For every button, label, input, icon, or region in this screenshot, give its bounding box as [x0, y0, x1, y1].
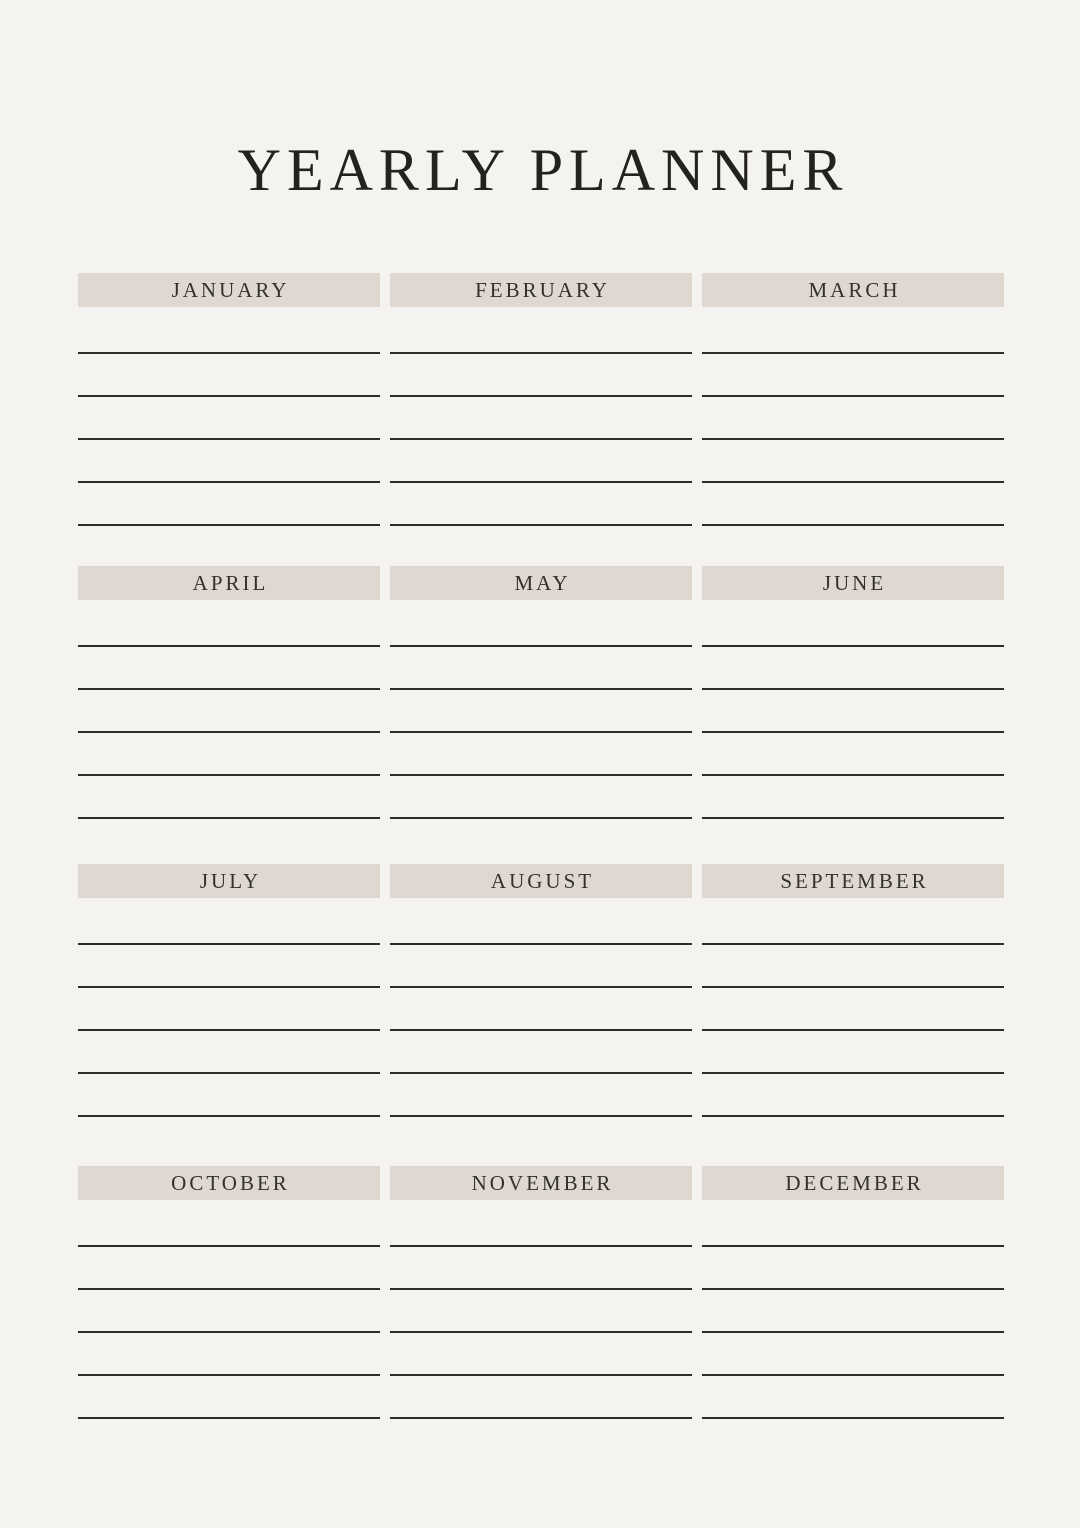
month-lines [78, 645, 380, 819]
month-label: JUNE [822, 570, 887, 595]
writing-line [78, 524, 380, 526]
month-lines [78, 1245, 380, 1419]
month-header-bar [78, 273, 380, 307]
writing-line [702, 986, 1004, 988]
month-label: MAY [514, 570, 571, 595]
writing-line [78, 774, 380, 776]
writing-line [702, 688, 1004, 690]
writing-line [78, 352, 380, 354]
month-april [78, 566, 380, 819]
month-lines [78, 943, 380, 1117]
month-september [702, 864, 1004, 1117]
month-lines [390, 352, 692, 526]
writing-line [390, 1072, 692, 1074]
writing-line [390, 774, 692, 776]
month-lines [390, 645, 692, 819]
month-label: JANUARY [171, 277, 290, 302]
month-label: NOVEMBER [471, 1170, 614, 1195]
month-november [390, 1166, 692, 1419]
page-title: YEARLY PLANNER [237, 137, 849, 203]
writing-line [78, 1374, 380, 1376]
month-row-1 [78, 273, 1004, 526]
month-june [702, 566, 1004, 819]
writing-line [702, 395, 1004, 397]
month-january [78, 273, 380, 526]
month-lines [390, 943, 692, 1117]
month-label: AUGUST [490, 868, 595, 893]
writing-line [78, 1072, 380, 1074]
writing-line [702, 731, 1004, 733]
month-lines [702, 352, 1004, 526]
writing-line [390, 1245, 692, 1247]
month-header-bar [390, 864, 692, 898]
writing-line [390, 1029, 692, 1031]
month-lines [702, 645, 1004, 819]
month-label: OCTOBER [171, 1170, 290, 1195]
writing-line [78, 1417, 380, 1419]
writing-line [78, 1029, 380, 1031]
month-lines [702, 943, 1004, 1117]
month-lines [702, 1245, 1004, 1419]
writing-line [390, 943, 692, 945]
writing-line [390, 1417, 692, 1419]
writing-line [390, 1115, 692, 1117]
writing-line [390, 688, 692, 690]
month-row-3 [78, 864, 1004, 1117]
month-header-bar [702, 864, 1004, 898]
month-header-bar [78, 864, 380, 898]
month-label: FEBRUARY [475, 277, 610, 302]
month-february [390, 273, 692, 526]
month-lines [78, 352, 380, 526]
writing-line [702, 1029, 1004, 1031]
writing-line [390, 524, 692, 526]
month-row-4 [78, 1166, 1004, 1419]
writing-line [702, 352, 1004, 354]
month-lines [390, 1245, 692, 1419]
month-header-bar [702, 1166, 1004, 1200]
writing-line [390, 986, 692, 988]
writing-line [702, 817, 1004, 819]
writing-line [702, 524, 1004, 526]
month-row-2 [78, 566, 1004, 819]
writing-line [390, 481, 692, 483]
writing-line [390, 1331, 692, 1333]
writing-line [78, 1288, 380, 1290]
writing-line [390, 395, 692, 397]
writing-line [702, 1072, 1004, 1074]
month-label: JULY [199, 868, 262, 893]
writing-line [702, 1245, 1004, 1247]
writing-line [390, 645, 692, 647]
writing-line [390, 438, 692, 440]
month-label: MARCH [808, 277, 901, 302]
month-header-bar [390, 1166, 692, 1200]
writing-line [702, 1374, 1004, 1376]
writing-line [78, 943, 380, 945]
writing-line [390, 1374, 692, 1376]
writing-line [702, 438, 1004, 440]
month-label: SEPTEMBER [780, 868, 929, 893]
writing-line [390, 817, 692, 819]
writing-line [702, 943, 1004, 945]
writing-line [78, 817, 380, 819]
writing-line [78, 395, 380, 397]
writing-line [702, 481, 1004, 483]
writing-line [78, 986, 380, 988]
month-label: DECEMBER [785, 1170, 924, 1195]
writing-line [78, 1331, 380, 1333]
month-header-bar [702, 273, 1004, 307]
writing-line [78, 1115, 380, 1117]
month-july [78, 864, 380, 1117]
month-header-bar [78, 1166, 380, 1200]
month-header-bar [390, 273, 692, 307]
writing-line [702, 1288, 1004, 1290]
writing-line [78, 645, 380, 647]
month-header-bar [390, 566, 692, 600]
writing-line [702, 774, 1004, 776]
month-august [390, 864, 692, 1117]
month-header-bar [78, 566, 380, 600]
month-label: APRIL [192, 570, 269, 595]
writing-line [702, 645, 1004, 647]
month-march [702, 273, 1004, 526]
month-may [390, 566, 692, 819]
writing-line [78, 481, 380, 483]
writing-line [390, 1288, 692, 1290]
writing-line [702, 1331, 1004, 1333]
writing-line [702, 1115, 1004, 1117]
writing-line [78, 438, 380, 440]
writing-line [78, 688, 380, 690]
writing-line [78, 731, 380, 733]
month-october [78, 1166, 380, 1419]
writing-line [78, 1245, 380, 1247]
writing-line [390, 731, 692, 733]
writing-line [702, 1417, 1004, 1419]
writing-line [390, 352, 692, 354]
month-header-bar [702, 566, 1004, 600]
month-december [702, 1166, 1004, 1419]
